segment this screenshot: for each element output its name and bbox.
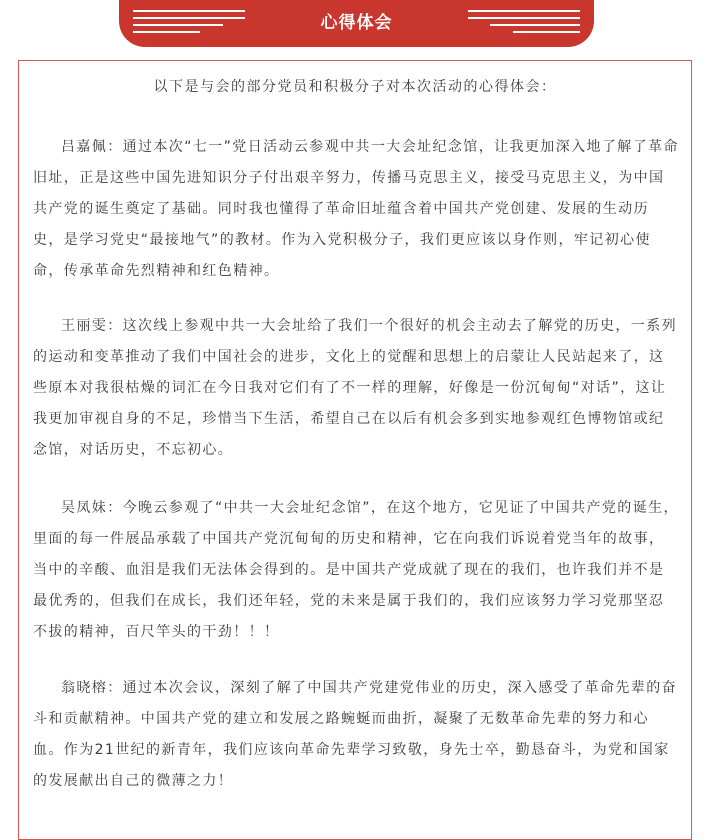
header-banner	[119, 0, 594, 47]
content-box	[18, 60, 692, 840]
reflection-paragraph: 翁晓榕：通过本次会议，深刻了解了中国共产党建党伟业的历史，深入感受了革命先辈的奋斗和贡献精神。中国共产党的建立和发展之路蜿蜒而曲折，凝聚了无数革命先辈的努力和心血。作为21世纪的新青年，我们应该向革命先辈学习致敬，身先士卒，勤恳奋斗，为党和国家的发展献出自己的微薄之力！	[33, 680, 677, 789]
reflection-paragraph: 吕嘉佩：通过本次“七一”党日活动云参观中共一大会址纪念馆，让我更加深入地了解了革命旧址，正是这些中国先进知识分子付出艰辛努力，传播马克思主义，接受马克思主义，为中国共产党的诞生奠定了基础。同时我也懂得了革命旧址蕴含着中国共产党创建、发展的生动历史，是学习党史“最接地气”的教材。作为入党积极分子，我们更应该以身作则，牢记初心使命，传承革命先烈精神和红色精神。	[33, 139, 679, 279]
reflection-paragraph: 王丽雯：这次线上参观中共一大会址给了我们一个很好的机会主动去了解党的历史，一系列的运动和变革推动了我们中国社会的进步，文化上的觉醒和思想上的启蒙让人民站起来了，这些原本对我很枯燥的词汇在今日我对它们有了不一样的理解，好像是一份沉甸甸“对话”，这让我更加审视自身的不足，珍惜当下生活，希望自己在以后有机会多到实地参观红色博物馆或纪念馆，对话历史，不忘初心。	[33, 318, 677, 458]
section-title: 心得体会	[320, 13, 393, 33]
intro-text: 以下是与会的部分党员和积极分子对本次活动的心得体会：	[153, 79, 557, 95]
decorative-stripes-right	[468, 10, 580, 34]
reflection-paragraph: 吴凤妹：今晚云参观了“中共一大会址纪念馆”，在这个地方，它见证了中国共产党的诞生，里面的每一件展品承载了中国共产党沉甸甸的历史和精神，它在向我们诉说着党当年的故事，当中的辛酸、血泪是我们无法体会得到的。是中国共产党成就了现在的我们，也许我们并不是最优秀的，但我们在成长，我们还年轻，党的未来是属于我们的，我们应该努力学习党那坚忍不拔的精神，百尺竿头的干劲！！！	[33, 500, 679, 640]
